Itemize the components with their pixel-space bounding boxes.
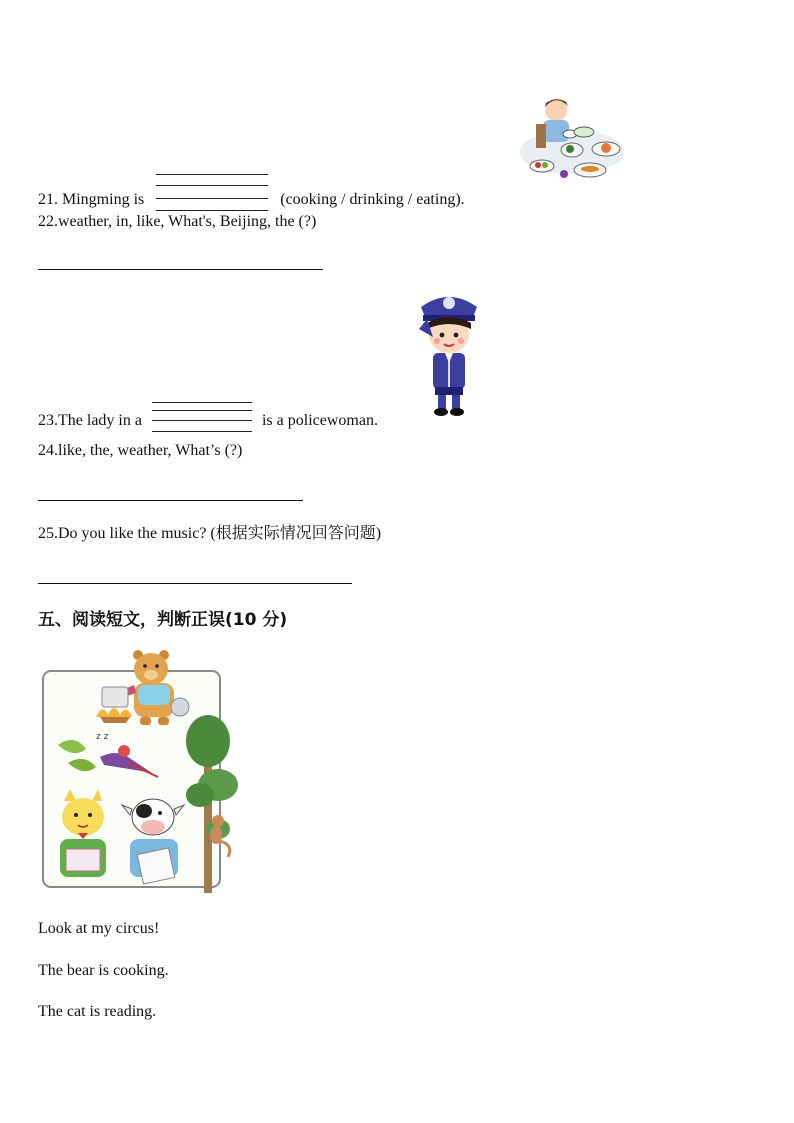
boy-eating-illustration — [518, 94, 626, 184]
question-24-text: 24.like, the, weather, What’s (?) — [38, 442, 243, 459]
answer-line-22[interactable] — [38, 269, 323, 270]
question-22 — [38, 212, 316, 232]
section-heading: 五、阅读短文，判断正误(10 分) — [38, 610, 288, 630]
question-21-prefix: 21. Mingming is — [38, 191, 149, 208]
question-23-prefix: 23.The lady in a — [38, 412, 146, 429]
question-24 — [38, 441, 242, 461]
question-23 — [38, 402, 378, 431]
question-21-options: (cooking / drinking / eating). — [276, 191, 465, 208]
question-25 — [38, 524, 381, 544]
svg-text:z z: z z — [96, 732, 109, 742]
answer-line-25[interactable] — [38, 583, 352, 584]
question-22-text: 22.weather, in, like, What's, Beijing, the (?) — [38, 213, 317, 230]
passage-line-2: The bear is cooking. — [38, 962, 169, 979]
passage-line-3: The cat is reading. — [38, 1003, 157, 1020]
four-line-blank[interactable] — [152, 402, 252, 431]
passage-line-1: Look at my circus! — [38, 920, 160, 937]
question-23-suffix: is a policewoman. — [257, 412, 378, 429]
circus-illustration — [40, 645, 244, 895]
four-line-blank[interactable] — [156, 174, 268, 210]
policewoman-illustration — [413, 289, 485, 417]
question-21 — [38, 174, 465, 210]
answer-line-24[interactable] — [38, 500, 303, 501]
question-25-text: 25.Do you like the music? (根据实际情况回答问题) — [38, 525, 382, 542]
